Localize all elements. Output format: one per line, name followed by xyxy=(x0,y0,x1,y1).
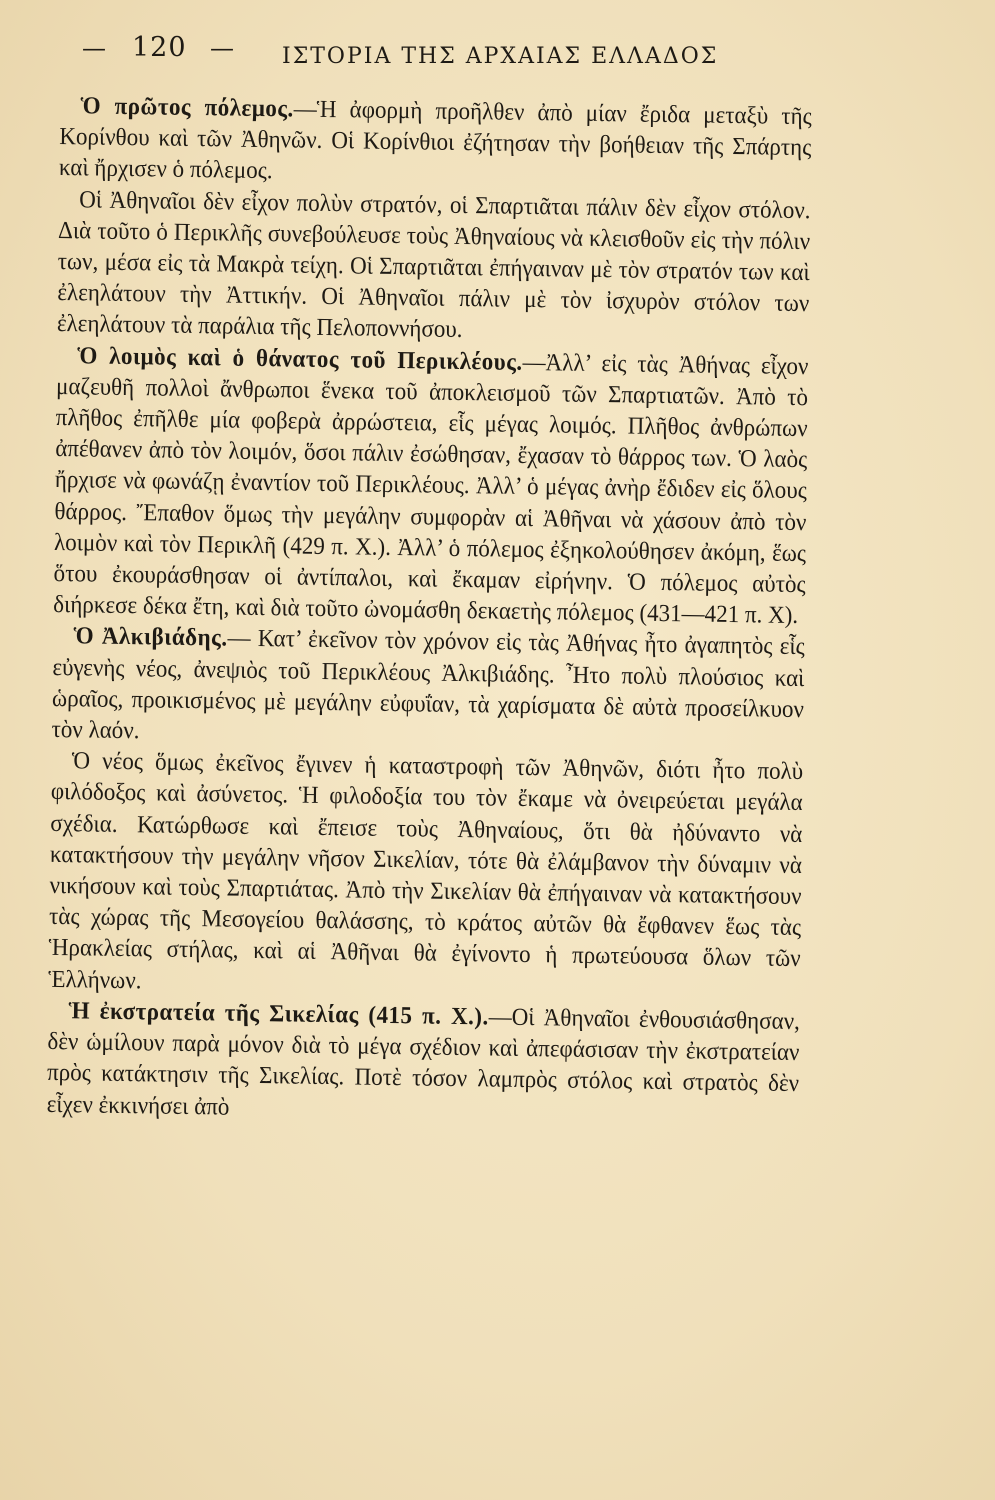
paragraph-text: Οἱ Ἀθηναῖοι δὲν εἶχον πολὺν στρατόν, οἱ Σπαρτιᾶται πάλιν δὲν εἶχον στόλον. Διὰ τοῦτο ὁ Περικλῆς συνεβούλευσε τοὺς Ἀθηναίους νὰ κλεισθοῦν εἰς τὴν πόλιν των, μέσα εἰς τὰ Μακρὰ τείχη. Οἱ Σπαρτιᾶται ἐπήγαιναν μὲ τὸν στρατόν των καὶ ἐλεηλάτουν τὴν Ἀττικήν. Οἱ Ἀθηναῖοι πάλιν μὲ τὸν ἰσχυρὸν στόλον των ἐλεηλάτουν τὰ παράλια τῆς Πελοποννήσου. xyxy=(56,185,811,344)
section-heading: Ὁ λοιμὸς καὶ ὁ θάνατος τοῦ Περικλέους. xyxy=(77,341,523,376)
body-text xyxy=(46,90,811,1131)
paragraph xyxy=(53,340,809,632)
section-heading: Ὁ πρῶτος πόλεμος. xyxy=(80,92,294,123)
paragraph xyxy=(51,620,805,756)
header-dash-right: — xyxy=(210,34,235,62)
paragraph xyxy=(57,184,811,351)
section-heading: Ὁ Ἀλκιβιάδης. xyxy=(73,622,228,652)
page-header xyxy=(82,30,719,70)
paragraph xyxy=(48,745,803,1006)
header-dash-left: — xyxy=(82,34,107,62)
paragraph xyxy=(59,90,812,195)
page-number: 120 xyxy=(132,32,187,63)
running-title: ΙΣΤΟΡΙΑ ΤΗΣ ΑΡΧΑΙΑΣ ΕΛΛΑΔΟΣ xyxy=(282,44,719,69)
paragraph-text: —Ἡ ἀφορμὴ προῆλθεν ἀπὸ μίαν ἔριδα μεταξὺ τῆς Κορίνθου καὶ τῶν Ἀθηνῶν. Οἱ Κορίνθιοι ἐζήτησαν τὴν βοήθειαν τῆς Σπάρτης καὶ ἤρχισεν ὁ πόλεμος. xyxy=(58,95,812,185)
section-heading: Ἡ ἐκστρατεία τῆς Σικελίας (415 π. Χ.). xyxy=(68,997,489,1031)
paragraph-text: — Κατ’ ἐκεῖνον τὸν χρόνον εἰς τὰς Ἀθήνας ἦτο ἀγαπητὸς εἷς εὐγενὴς νέος, ἀνεψιὸς τοῦ Περικλέους Ἀλκιβιάδης. Ἦτο πολὺ πλούσιος καὶ ὡραῖος, προικισμένος μὲ μεγάλην εὐφυΐαν, τὰ χαρίσματα δὲ αὐτὰ προσείλκυον τὸν λαόν. xyxy=(51,624,805,745)
paragraph xyxy=(46,995,800,1131)
paragraph-text: Ὁ νέος ὅμως ἐκεῖνος ἔγινεν ἡ καταστροφὴ τῶν Ἀθηνῶν, διότι ἦτο πολὺ φιλόδοξος καὶ ἀσύνετος. Ἡ φιλοδοξία του τὸν ἔκαμε νὰ ὀνειρεύεται μεγάλα σχέδια. Κατώρθωσε καὶ ἔπεισε τοὺς Ἀθηναίους, ὅτι θὰ ἠδύναντο νὰ κατακτήσουν τὴν μεγάλην νῆσον Σικελίαν, τότε θὰ ἐλάμβανον τὴν δύναμιν νὰ νικήσουν καὶ τοὺς Σπαρτιάτας. Ἀπὸ τὴν Σικελίαν θὰ ἐπήγαιναν νὰ κατακτήσουν τὰς χώρας τῆς Μεσογείου θαλάσσης, τὸ κράτος αὐτῶν θὰ ἔφθανεν ἕως τὰς Ἡρακλείας στήλας, καὶ αἱ Ἀθῆναι θὰ ἐγίνοντο ἡ πρωτεύουσα ὅλων τῶν Ἑλλήνων. xyxy=(48,747,804,994)
paragraph-text: —Οἱ Ἀθηναῖοι ἐνθουσιάσθησαν, δὲν ὡμίλουν παρὰ μόνον διὰ τὸ μέγα σχέδιον καὶ ἀπεφάσισαν τὴν ἐκστρατείαν πρὸς κατάκτησιν τῆς Σικελίας. Ποτὲ τόσον λαμπρὸς στόλος καὶ στρατὸς δὲν εἶχεν ἐκκινήσει ἀπὸ xyxy=(46,1003,801,1121)
paragraph-text: —Ἀλλ’ εἰς τὰς Ἀθήνας εἶχον μαζευθῆ πολλοὶ ἄνθρωποι ἕνεκα τοῦ ἀποκλεισμοῦ τῶν Σπαρτιατῶν. Ἀπὸ τὸ πλῆθος ἐπῆλθε μία φοβερὰ ἀρρώστεια, εἷς μέγας λοιμός. Πλῆθος ἀνθρώπων ἀπέθανεν ἀπὸ τὸν λοιμόν, ὅσοι πάλιν ἐσώθησαν, ἔχασαν τὸ θάρρος των. Ὁ λαὸς ἤρχισε νὰ φωνάζῃ ἐναντίον τοῦ Περικλέους. Ἀλλ’ ὁ μέγας ἀνὴρ ἔδιδεν εἰς ὅλους θάρρος. Ἔπαθον ὅμως τὴν μεγάλην συμφορὰν αἱ Ἀθῆναι νὰ χάσουν ἀπὸ τὸν λοιμὸν καὶ τὸν Περικλῆ (429 π. Χ.). Ἀλλ’ ὁ πόλεμος ἐξηκολούθησεν ἀκόμη, ἕως ὅτου ἐκουράσθησαν οἱ ἀντίπαλοι, καὶ ἔκαμαν εἰρήνην. Ὁ πόλεμος αὐτὸς διήρκεσε δέκα ἔτη, καὶ διὰ τοῦτο ὠνομάσθη δεκαετὴς πόλεμος (431—421 π. Χ). xyxy=(53,348,809,630)
